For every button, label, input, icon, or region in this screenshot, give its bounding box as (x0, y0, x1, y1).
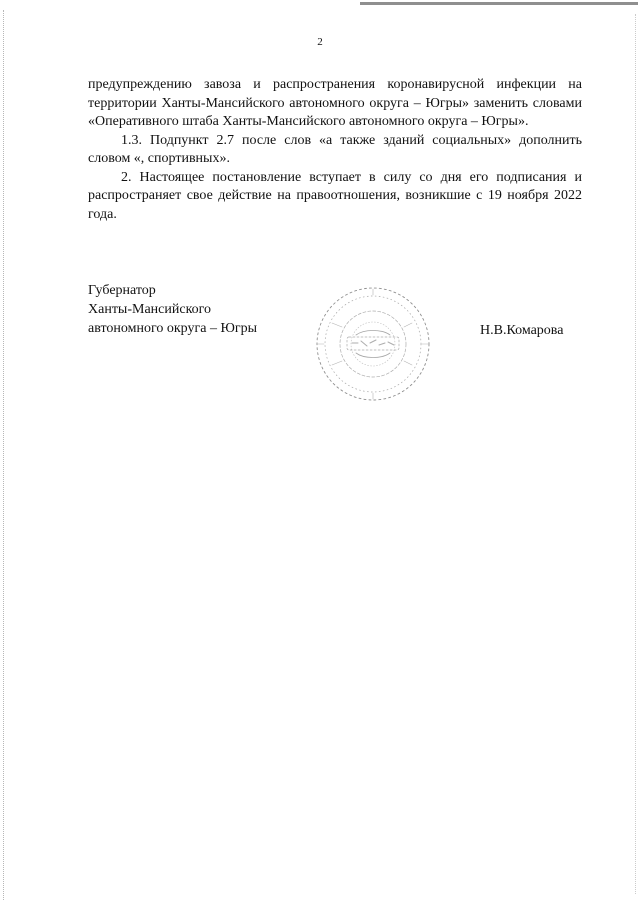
paragraph-2: 1.3. Подпункт 2.7 после слов «а также зданий социальных» дополнить словом «, спортивных». (88, 132, 582, 166)
paragraph-1: предупреждению завоза и распространения коронавирусной инфекции на территории Ханты-Мансийского автономного округа – Югры» заменить словами «Оперативного штаба Ханты-Мансийского автономного округа – Югры». (88, 77, 582, 129)
signatory-title-line-1: Губернатор (88, 283, 156, 298)
page-number: 2 (317, 36, 323, 48)
scan-edge-left (3, 10, 5, 900)
paragraph-3: 2. Настоящее постановление вступает в силу со дня его подписания и распространяет свое действие на правоотношения, возникшие с 19 ноября 2022 года. (88, 169, 582, 222)
scan-edge-top (360, 2, 638, 5)
signatory-title-line-2: Ханты-Мансийского (88, 302, 212, 317)
signatory-title-line-3: автономного округа – Югры (88, 321, 257, 336)
signatory-title (88, 281, 257, 338)
scan-edge-right (635, 14, 637, 894)
electronic-signature-seal-icon (312, 283, 434, 405)
document-body (88, 76, 582, 224)
signatory-name: Н.В.Комарова (480, 323, 564, 338)
